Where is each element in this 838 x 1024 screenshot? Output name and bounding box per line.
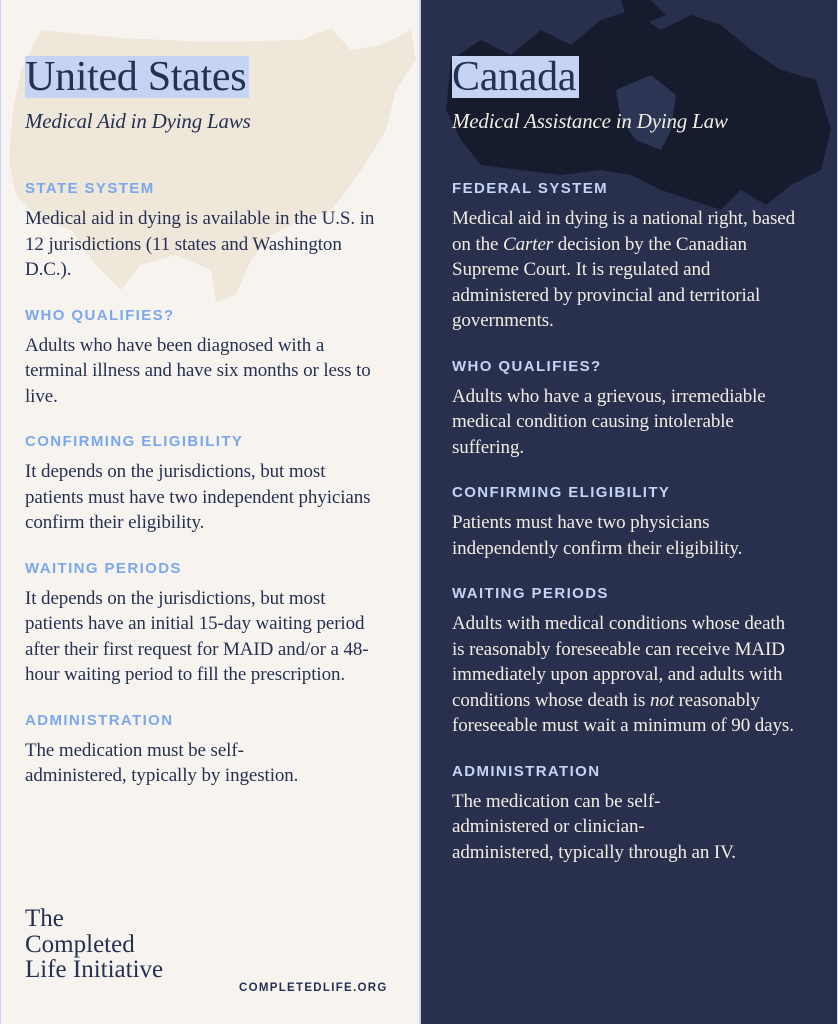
section-body: Medical aid in dying is available in the U.S. in 12 jurisdictions (11 states and Washington D.C.). <box>25 208 375 280</box>
section-body: Adults with medical conditions whose death is reasonably foreseeable can receive MAID immediately upon approval, and adults with conditions whose death is not reasonably foreseeable must wait a minimum of 90 days. <box>452 613 794 736</box>
organization-logo <box>25 906 163 983</box>
section-heading: WHO QUALIFIES? <box>452 357 602 375</box>
section-body: Medical aid in dying is a national right, based on the Carter decision by the Canadian Supreme Court. It is regulated and administered by provincial and territorial governments. <box>452 208 796 331</box>
section-body: Patients must have two physicians independently confirm their eligibility. <box>452 512 743 559</box>
case-name: Carter <box>503 233 554 255</box>
us-section-administration <box>25 712 419 789</box>
section-heading: CONFIRMING ELIGIBILITY <box>452 484 671 501</box>
section-heading: ADMINISTRATION <box>25 711 174 729</box>
section-body: Adults who have been diagnosed with a terminal illness and have six months or less to live. <box>25 334 371 407</box>
logo-line: Life Initiative <box>25 956 164 983</box>
ca-section-confirming-eligibility <box>452 484 837 561</box>
section-body: The medication must be self-administered, typically by ingestion. <box>25 739 299 786</box>
ca-section-waiting-periods <box>452 585 837 739</box>
canada-panel <box>419 0 838 1024</box>
website-link[interactable]: COMPLETEDLIFE.ORG <box>239 982 388 994</box>
section-heading: CONFIRMING ELIGIBILITY <box>25 433 244 450</box>
section-heading: WAITING PERIODS <box>25 559 182 577</box>
section-body: Adults who have a grievous, irremediable medical condition causing intolerable suffering. <box>452 385 766 458</box>
section-body: It depends on the jurisdictions, but most patients must have two independent phyicians confirm their eligibility. <box>25 461 371 533</box>
us-section-who-qualifies <box>25 307 419 410</box>
us-title: United States <box>25 56 249 98</box>
canada-subtitle: Medical Assistance in Dying Law <box>452 109 728 133</box>
us-section-confirming-eligibility <box>25 433 419 536</box>
us-subtitle: Medical Aid in Dying Laws <box>25 109 251 133</box>
section-heading: ADMINISTRATION <box>452 762 601 780</box>
section-heading: WHO QUALIFIES? <box>25 306 175 324</box>
section-body: The medication can be self-administered or clinician-administered, typically through an IV. <box>452 790 736 863</box>
emphasis: not <box>649 689 674 711</box>
logo-line: Completed <box>25 930 135 958</box>
us-section-state-system <box>25 180 419 283</box>
ca-section-federal-system <box>452 180 837 334</box>
section-heading: FEDERAL SYSTEM <box>452 180 609 197</box>
canada-title: Canada <box>452 56 579 98</box>
section-heading: STATE SYSTEM <box>25 180 155 197</box>
section-body: It depends on the jurisdictions, but most patients have an initial 15-day waiting period after their first request for MAID and/or a 48-hour waiting period to fill the prescription. <box>25 587 369 685</box>
ca-section-who-qualifies <box>452 358 837 461</box>
us-section-waiting-periods <box>25 560 419 688</box>
logo-line: The <box>25 905 64 932</box>
section-heading: WAITING PERIODS <box>452 585 609 602</box>
ca-section-administration <box>452 763 837 866</box>
